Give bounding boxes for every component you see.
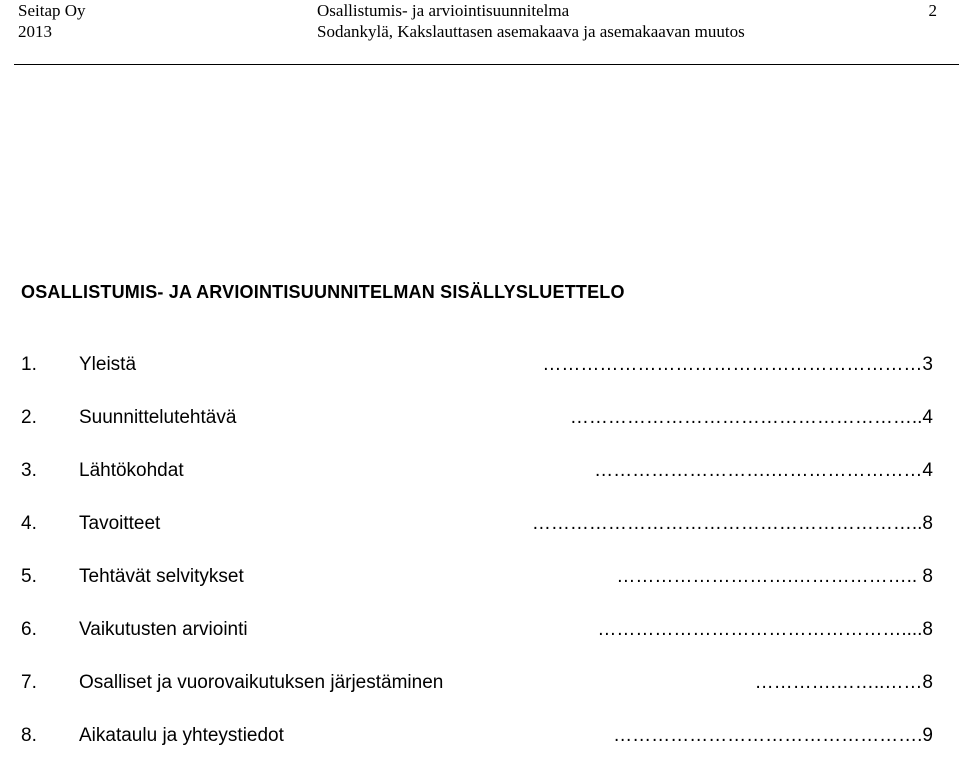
header-left bbox=[18, 0, 86, 42]
toc-entry-number: 4. bbox=[21, 513, 37, 534]
toc-entry[interactable] bbox=[21, 566, 933, 619]
toc-entry-title: Lähtökohdat bbox=[79, 460, 184, 481]
document-year: 2013 bbox=[18, 22, 52, 41]
toc-entry[interactable] bbox=[21, 513, 933, 566]
document-subtitle: Sodankylä, Kakslauttasen asemakaava ja asemakaavan muutos bbox=[317, 22, 745, 41]
page-title: OSALLISTUMIS- JA ARVIOINTISUUNNITELMAN SISÄLLYSLUETTELO bbox=[21, 282, 625, 302]
toc-entry-title: Tavoitteet bbox=[79, 513, 161, 534]
company-name: Seitap Oy bbox=[18, 1, 86, 20]
toc-entry-number: 8. bbox=[21, 725, 37, 746]
toc-entry-number: 3. bbox=[21, 460, 37, 481]
toc-entry-title: Suunnittelutehtävä bbox=[79, 407, 237, 428]
toc-entry-number: 5. bbox=[21, 566, 37, 587]
toc-entry-title: Osalliset ja vuorovaikutuksen järjestäminen bbox=[79, 672, 444, 693]
page-header bbox=[0, 0, 959, 68]
page-number: 2 bbox=[928, 1, 937, 20]
toc-entry[interactable] bbox=[21, 725, 933, 778]
toc-entry[interactable] bbox=[21, 354, 933, 407]
table-of-contents bbox=[21, 354, 933, 778]
toc-entry-number: 2. bbox=[21, 407, 37, 428]
toc-entry-page-leader: ……………………….……………………4 bbox=[594, 460, 933, 481]
toc-entry[interactable] bbox=[21, 460, 933, 513]
toc-entry-number: 7. bbox=[21, 672, 37, 693]
toc-entry-page-leader: ………….……..……8 bbox=[754, 672, 933, 693]
toc-entry[interactable] bbox=[21, 619, 933, 672]
toc-entry-page-leader: …………………………………………....8 bbox=[597, 619, 933, 640]
toc-entry-page-leader: ……………………………………………………..8 bbox=[531, 513, 933, 534]
header-center bbox=[317, 0, 745, 42]
toc-entry[interactable] bbox=[21, 407, 933, 460]
toc-entry-page-leader: ……………………….……………….. 8 bbox=[616, 566, 933, 587]
toc-entry-page-leader: ………………………………………………..4 bbox=[569, 407, 933, 428]
toc-entry-title: Yleistä bbox=[79, 354, 137, 375]
toc-entry-page-leader: ………………………………………….9 bbox=[613, 725, 933, 746]
toc-entry-title: Vaikutusten arviointi bbox=[79, 619, 248, 640]
toc-entry-number: 1. bbox=[21, 354, 37, 375]
toc-entry-number: 6. bbox=[21, 619, 37, 640]
toc-entry-page-leader: ……………………………………………………3 bbox=[542, 354, 933, 375]
toc-entry-title: Tehtävät selvitykset bbox=[79, 566, 244, 587]
header-divider bbox=[14, 64, 959, 65]
toc-entry[interactable] bbox=[21, 672, 933, 725]
document-type: Osallistumis- ja arviointisuunnitelma bbox=[317, 1, 570, 20]
toc-entry-title: Aikataulu ja yhteystiedot bbox=[79, 725, 284, 746]
